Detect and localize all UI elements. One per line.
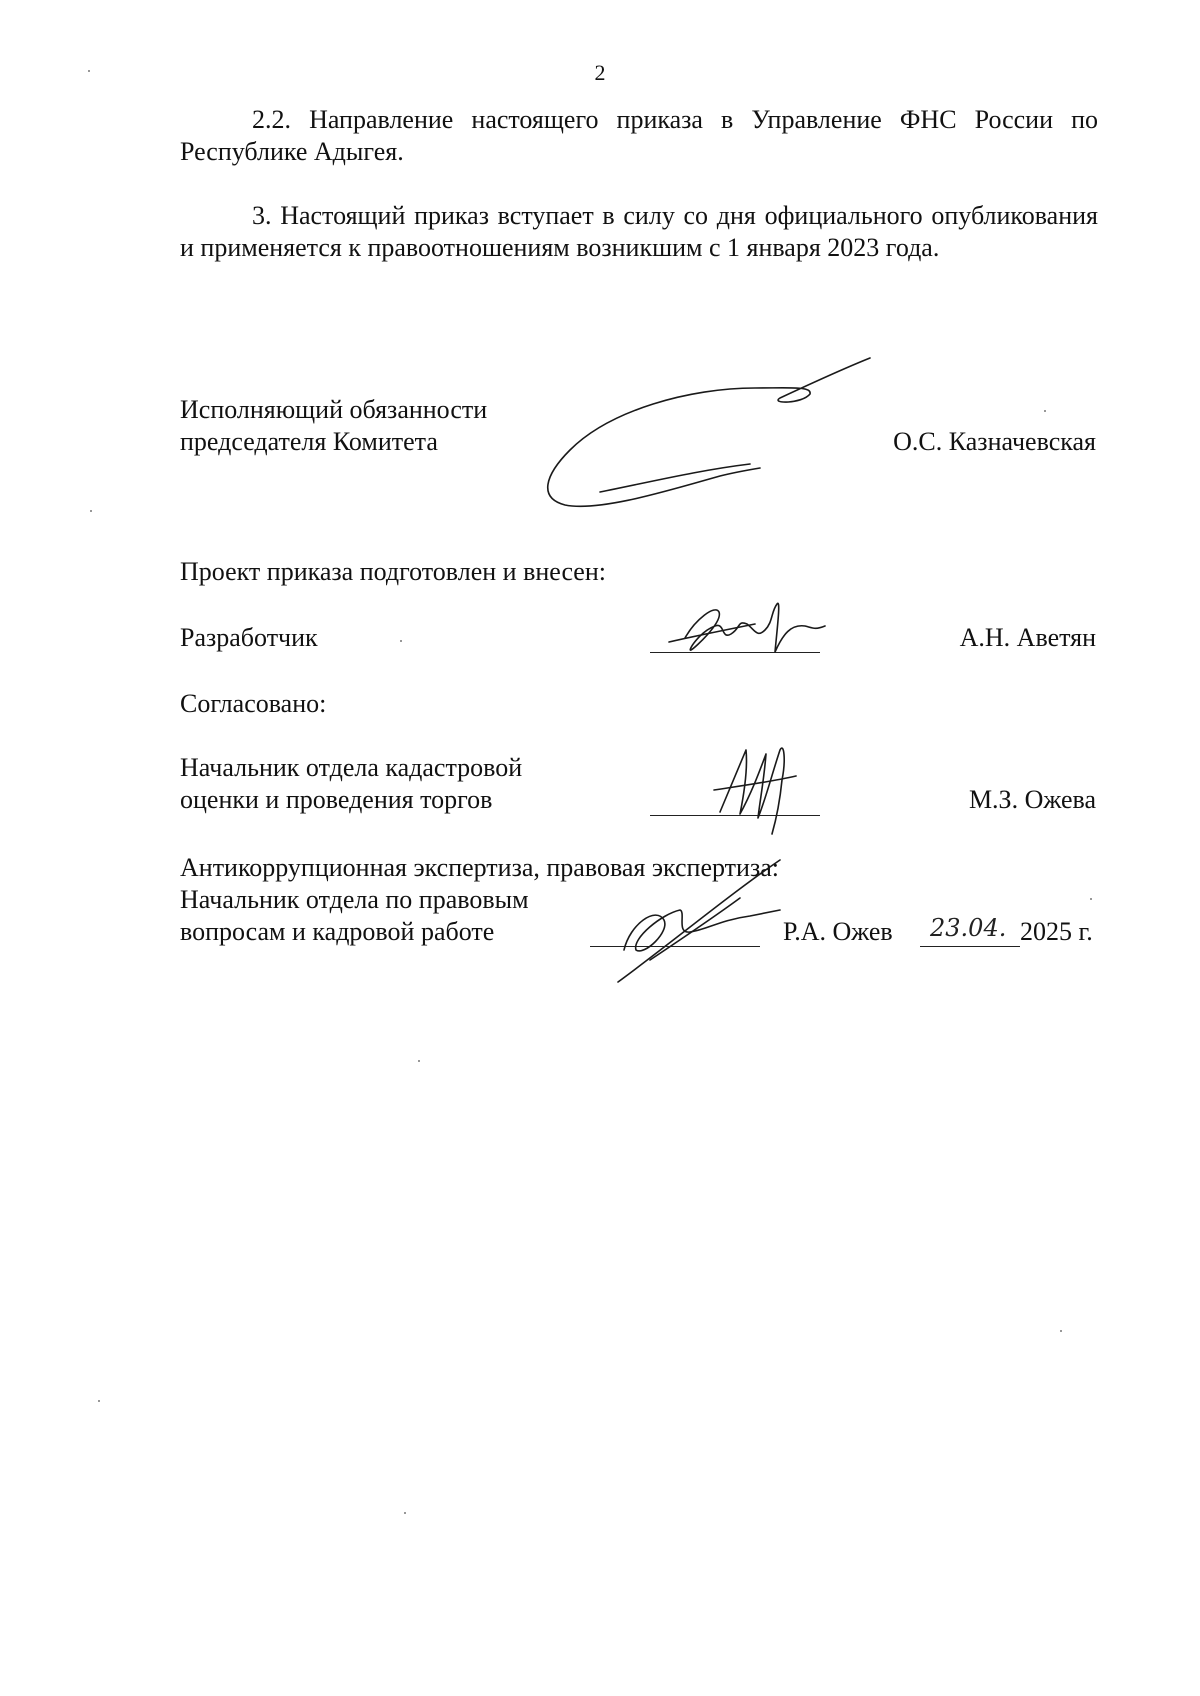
signature-developer — [665, 590, 835, 670]
approval-heading: Согласовано: — [180, 689, 327, 718]
signatory-name: О.С. Казначевская — [893, 427, 1096, 456]
scan-speck — [98, 1400, 100, 1402]
project-heading: Проект приказа подготовлен и внесен: — [180, 557, 606, 586]
date-year: 2025 г. — [1020, 917, 1093, 946]
developer-label: Разработчик — [180, 623, 318, 652]
paragraph-3: 3. Настоящий приказ вступает в силу со дня официального опубликования и применяется к правоотношениям возникшим с 1 января 2023 года. — [180, 201, 1098, 262]
scan-speck — [1044, 410, 1046, 412]
page-number: 2 — [594, 60, 606, 85]
scan-speck — [400, 640, 402, 642]
scan-speck — [1060, 1330, 1062, 1332]
head-cadastral-title-line2: оценки и проведения торгов — [180, 785, 493, 814]
scan-speck — [1090, 898, 1092, 900]
signature-cadastral — [700, 730, 810, 840]
paragraph-2-2: 2.2. Направление настоящего приказа в Управление ФНС России по Республике Адыгея. — [180, 105, 1098, 166]
signatory-title-line1: Исполняющий обязанности — [180, 395, 488, 424]
developer-name: А.Н. Аветян — [959, 623, 1096, 652]
scan-speck — [90, 510, 92, 512]
date-line — [920, 946, 1020, 947]
head-cadastral-title-line1: Начальник отдела кадастровой — [180, 753, 523, 782]
head-legal-title-line2: вопросам и кадровой работе — [180, 917, 495, 946]
signature-main — [540, 340, 880, 520]
handwritten-date: 23.04. — [930, 914, 1007, 942]
scan-speck — [418, 1060, 420, 1062]
head-cadastral-name: М.З. Ожева — [968, 785, 1096, 814]
signature-legal — [610, 840, 800, 990]
expertise-heading: Антикоррупционная экспертиза, правовая экспертиза: — [180, 853, 779, 882]
head-legal-title-line1: Начальник отдела по правовым — [180, 885, 529, 914]
signatory-title-line2: председателя Комитета — [180, 427, 438, 456]
head-legal-name: Р.А. Ожев — [783, 917, 893, 946]
scan-speck — [88, 70, 90, 72]
scan-speck — [404, 1512, 406, 1514]
